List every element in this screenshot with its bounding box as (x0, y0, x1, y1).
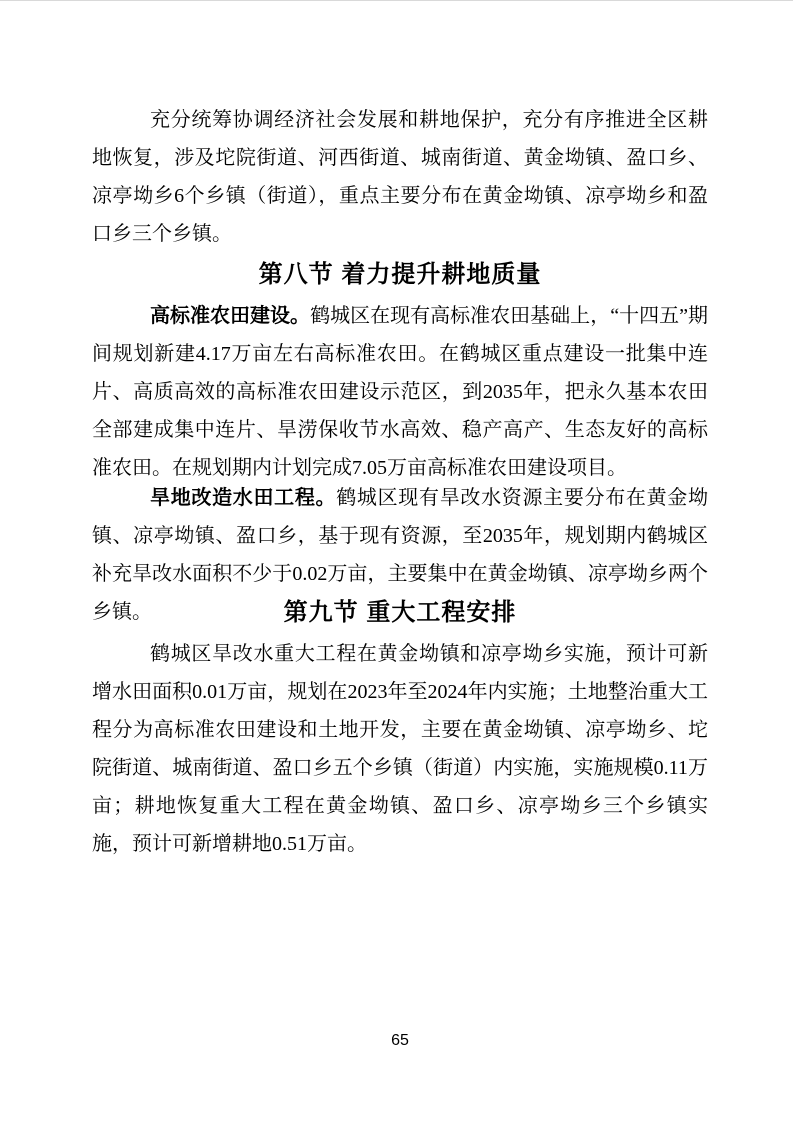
paragraph-intro: 充分统筹协调经济社会发展和耕地保护，充分有序推进全区耕地恢复，涉及坨院街道、河西街道、城南街道、黄金坳镇、盈口乡、凉亭坳乡6个乡镇（街道），重点主要分布在黄金坳镇、凉亭坳乡和盈口乡三个乡镇。 (92, 109, 708, 245)
section-heading-8: 第八节 着力提升耕地质量 (258, 261, 542, 288)
paragraph-major-projects: 鹤城区旱改水重大工程在黄金坳镇和凉亭坳乡实施，预计可新增水田面积0.01万亩，规划在2023年至2024年内实施；土地整治重大工程分为高标准农田建设和土地开发，主要在黄金坳镇、凉亭坳乡、坨院街道、城南街道、盈口乡五个乡镇（街道）内实施，实施规模0.11万亩；耕地恢复重大工程在黄金坳镇、盈口乡、凉亭坳乡三个乡镇实施，预计可新增耕地0.51万亩。 (92, 643, 708, 855)
page-number: 65 (391, 1032, 409, 1049)
section-heading-9: 第九节 重大工程安排 (283, 599, 517, 626)
paragraph-high-standard-farmland (92, 297, 708, 487)
paragraph-body-dryland: 鹤城区现有旱改水资源主要分布在黄金坳镇、凉亭坳镇、盈口乡，基于现有资源，至2035年，规划期内鹤城区补充旱改水面积不少于0.02万亩，主要集中在黄金坳镇、凉亭坳乡两个乡镇。 (92, 487, 709, 623)
paragraph-lead-high-standard: 高标准农田建设。 (150, 305, 311, 327)
paragraph-lead-dryland: 旱地改造水田工程。 (150, 487, 337, 509)
paragraph-body-high-standard: 鹤城区在现有高标准农田基础上，“十四五”期间规划新建4.17万亩左右高标准农田。在鹤城区重点建设一批集中连片、高质高效的高标准农田建设示范区，到2035年，把永久基本农田全部建成集中连片、旱涝保收节水高效、稳产高产、生态友好的高标准农田。在规划期内计划完成7.05万亩高标准农田建设项目。 (92, 305, 708, 479)
